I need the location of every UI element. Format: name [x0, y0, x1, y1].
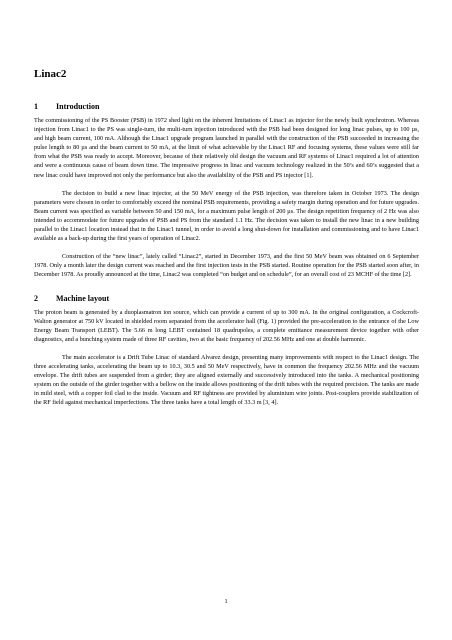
page-content	[34, 68, 419, 407]
paragraph: The main accelerator is a Drift Tube Linac of standard Alvarez design, presenting many improvements with respect to the Linac1 design. The three accelerating tanks, accelerating the beam up to 10.3, 30.5 and 50 MeV respectively, have in common the frequency 202.56 MHz and the vacuum envelope. The drift tubes are suspended from a girder; they are aligned externally and successively introduced into the tanks. A mechanical positioning system on the outside of the girder together with a bellow on the inside allows positioning of the drift tubes with the required precision. The tanks are made in mild steel, with a copper foil clad to the inside. Vacuum and RF tightness are provided by aluminium wire joints. Post-couplers provide stabilization of the RF field against mechanical imperfections. The three tanks have a total length of 33.3 m [3, 4].	[34, 353, 419, 407]
document-title: Linac2	[34, 68, 67, 80]
section-machine-layout	[34, 294, 419, 408]
paragraph: The commissioning of the PS Booster (PSB) in 1972 shed light on the inherent limitations of Linac1 as injector for the newly built synchrotron. Whereas injection from Linac1 to the PS was single-turn, the multi-turn injection introduced with the PSB had been designed for long linac pulses, up to 100 µs, and high beam current, 100 mA. Although the Linac1 upgrade program launched in parallel with the construction of the PSB succeeded in increasing the pulse length to 80 µs and the beam current to 50 mA, at the limit of what achievable by the Linac1 RF and focusing systems, these values were still far from what the PSB was ready to accept. Moreover, because of their relatively old design the vacuum and RF systems of Linac1 required a lot of attention and were a continuous cause of beam down time. The impressive progress in linac and vacuum technology realized in the 50’s and 60’s suggested that a new linac could have improved not only the performance but also the availability of the PSB and PS injector [1].	[34, 117, 419, 179]
section-number: 1	[34, 102, 38, 111]
section-introduction	[34, 102, 419, 280]
section-spacer	[34, 280, 419, 294]
section-title: Machine layout	[56, 293, 110, 303]
section-heading	[34, 102, 419, 112]
paragraph: The proton beam is generated by a duoplasmatron ion source, which can provide a current of up to 300 mA. In the original configuration, a Cockcroft-Walton generator at 750 kV located in shielded room separated from the accelerator hall (Fig. 1) provided the pre-acceleration to the entrance of the Low Energy Beam Transport (LEBT). The 5.66 m long LEBT contained 18 quadrupoles, a complete emittance measurement device together with other diagnostics, and a bunching system made of three RF cavities, two at the basic frequency of 202.56 MHz and one at double harmonic.	[34, 308, 419, 343]
page-number: 1	[224, 598, 228, 605]
section-heading	[34, 294, 419, 304]
section-title: Introduction	[56, 102, 100, 111]
section-number: 2	[34, 293, 38, 303]
paragraph: Construction of the “new linac”, lately called “Linac2”, started in December 1973, and the first 50 MeV beam was obtained on 6 September 1978. Only a month later the design current was reached and the first injection tests in the PSB started. Routine operation for the PSB started soon after, in December 1978. As proudly announced at the time, Linac2 was completed “on budget and on schedule”, for an overall cost of 23 MCHF of the time [2].	[34, 253, 419, 279]
paragraph: The decision to build a new linac injector, at the 50 MeV energy of the PSB injection, was therefore taken in October 1973. The design parameters were chosen in order to comfortably exceed the nominal PSB requirements, providing a safety margin during operation and for future upgrades. Beam current was specified as variable between 50 and 150 mA, for a maximum pulse length of 200 µs. The design repetition frequency of 2 Hz was also intended to accommodate for future upgrades of PSB and PS from the standard 1.1 Hz. The decision was taken to install the new linac in a new building parallel to the Linac1 location instead that in the Linac1 tunnel, in order to avoid a long shut-down for installation and commissioning and to have Linac1 available as a back-up during the first years of operation of Linac2.	[34, 189, 419, 243]
